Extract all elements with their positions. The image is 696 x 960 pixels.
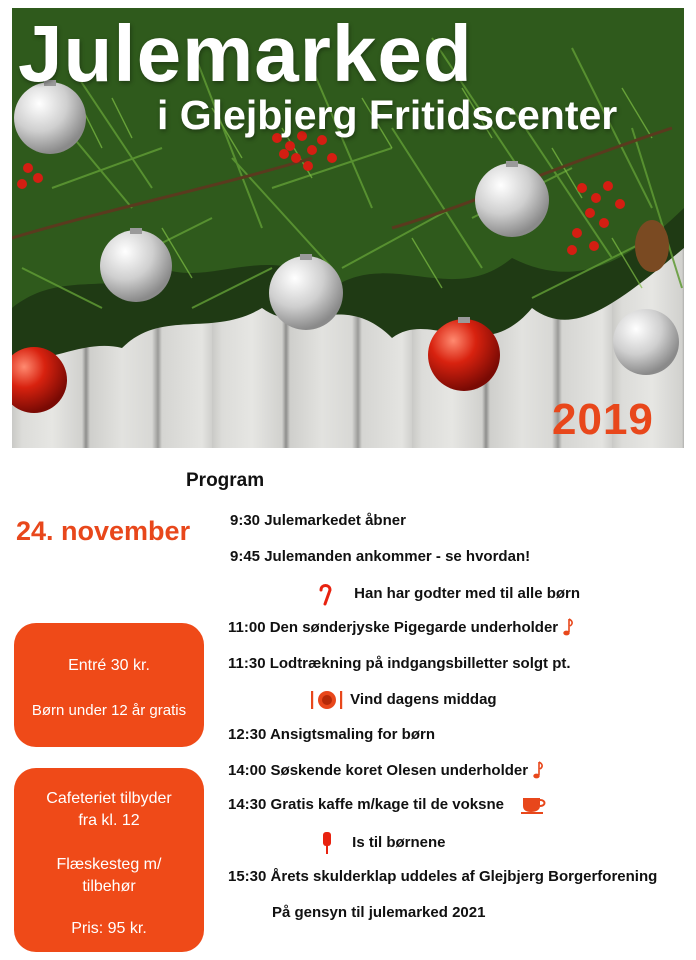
schedule-item: 9:30 Julemarkedet åbner bbox=[230, 512, 406, 529]
ice-pop-icon bbox=[322, 831, 332, 855]
entry-info-box bbox=[14, 623, 204, 747]
schedule-item: 9:45 Julemanden ankommer - se hvordan! bbox=[230, 548, 531, 565]
schedule-item: Vind dagens middag bbox=[310, 689, 497, 711]
schedule-item: 14:00 Søskende koret Olesen underholder bbox=[228, 761, 544, 781]
cafeteria-offer: Cafeteriet tilbyder bbox=[46, 790, 172, 807]
schedule-item: Han har godter med til alle børn bbox=[318, 582, 580, 606]
schedule-item: På gensyn til julemarked 2021 bbox=[272, 904, 486, 921]
schedule-item: 12:30 Ansigtsmaling for børn bbox=[228, 726, 435, 743]
poster-year: 2019 bbox=[552, 395, 654, 444]
poster-subtitle: i Glejbjerg Fritidscenter bbox=[157, 92, 618, 138]
cafeteria-info-box bbox=[14, 768, 204, 952]
dish-name: Flæskesteg m/ bbox=[56, 856, 162, 873]
music-note-icon bbox=[562, 618, 574, 638]
music-note-icon bbox=[532, 761, 544, 781]
schedule-item: 14:30 Gratis kaffe m/kage til de voksne bbox=[228, 795, 548, 815]
poster bbox=[12, 8, 684, 952]
schedule-item: 15:30 Årets skulderklap uddeles af Glejbjerg Borgerforening bbox=[228, 868, 658, 885]
poster-title: Julemarked bbox=[18, 9, 473, 98]
plate-cutlery-icon bbox=[310, 689, 344, 711]
schedule-item: 11:30 Lodtrækning på indgangsbilletter solgt pt. bbox=[228, 655, 571, 672]
hero-image bbox=[12, 8, 684, 448]
cafeteria-time: fra kl. 12 bbox=[78, 812, 140, 829]
dish-sides: tilbehør bbox=[82, 878, 136, 895]
schedule-item: 11:00 Den sønderjyske Pigegarde underholder bbox=[228, 618, 574, 638]
candy-cane-icon bbox=[318, 582, 332, 606]
coffee-cup-icon bbox=[520, 796, 548, 814]
event-date: 24. november bbox=[16, 516, 191, 546]
dish-price: Pris: 95 kr. bbox=[71, 920, 147, 937]
schedule-item: Is til børnene bbox=[322, 831, 446, 855]
program-heading: Program bbox=[186, 470, 265, 491]
entry-price: Entré 30 kr. bbox=[68, 657, 150, 674]
children-free-note: Børn under 12 år gratis bbox=[31, 702, 187, 719]
